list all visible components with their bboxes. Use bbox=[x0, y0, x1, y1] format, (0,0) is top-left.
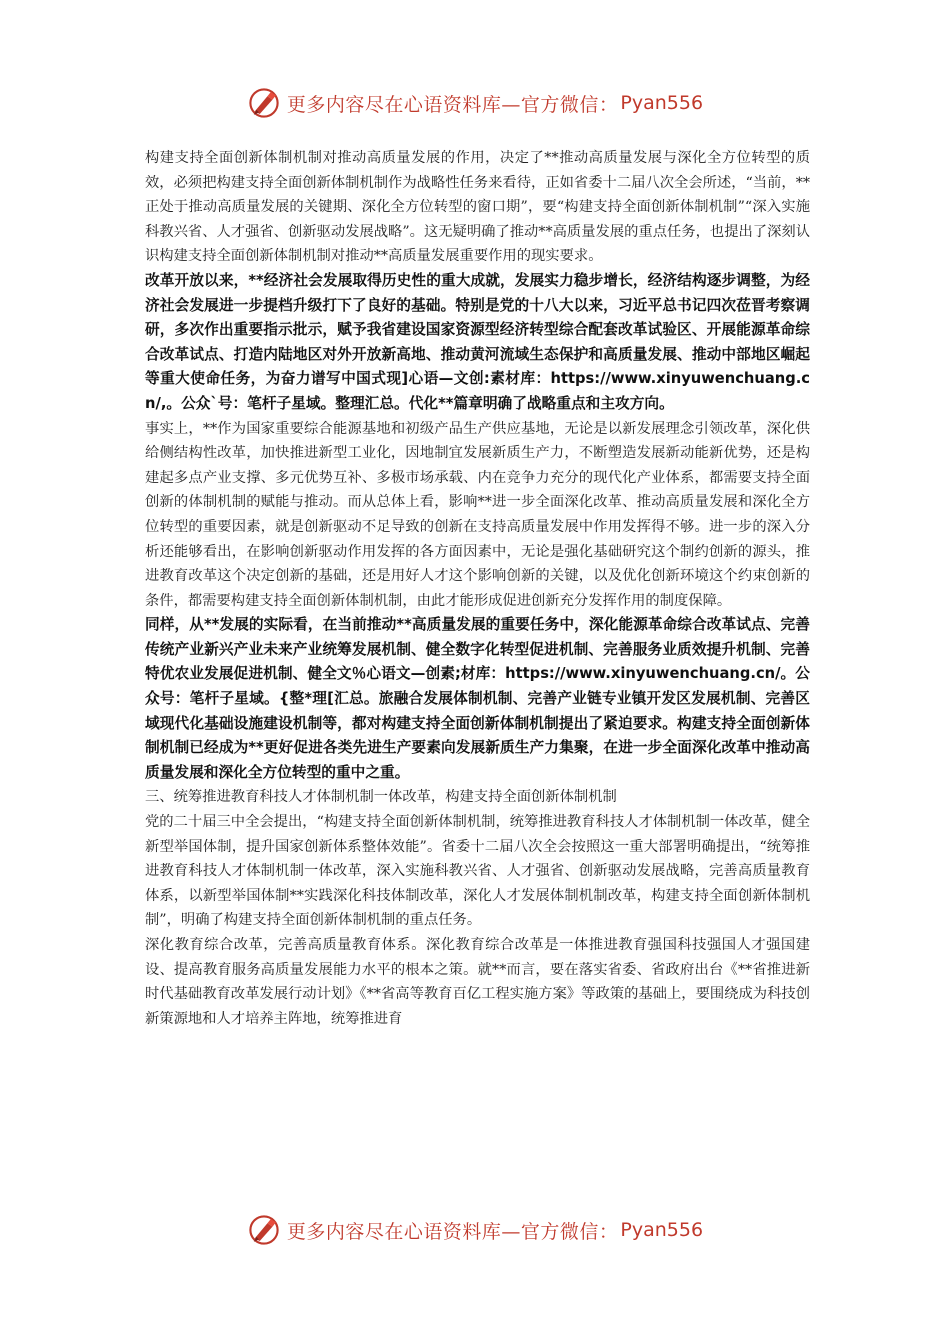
paragraph: 事实上，**作为国家重要综合能源基地和初级产品生产供应基地，无论是以新发展理念引领改革，深化供给侧结构性改革，加快推进新型工业化，因地制宜发展新质生产力，不断塑造发展新动能新优势，还是构建起多点产业支撑、多元优势互补、多极市场承载、内在竞争力充分的现代化产业体系，都需要支持全面创新的体制机制的赋能与推动。而从总体上看，影响**进一步全面深化改革、推动高质量发展和深化全方位转型的重要因素，就是创新驱动不足导致的创新在支持高质量发展中作用发挥得不够。进一步的深入分析还能够看出，在影响创新驱动作用发挥的各方面因素中，无论是强化基础研究这个制约创新的源头，推进教育改革这个决定创新的基础，还是用好人才这个影响创新的关键，以及优化创新环境这个约束创新的条件，都需要构建支持全面创新体制机制，由此才能形成促进创新充分发挥作用的制度保障。 bbox=[145, 420, 810, 609]
pen-logo-icon bbox=[247, 1213, 281, 1247]
footer-watermark-banner bbox=[0, 1210, 950, 1250]
banner-wechat-id: Pyan556 bbox=[620, 92, 704, 114]
header-watermark-banner bbox=[0, 83, 950, 123]
banner-text: 更多内容尽在心语资料库—官方微信： bbox=[286, 93, 619, 116]
document-body bbox=[145, 146, 810, 1031]
banner-wechat-id: Pyan556 bbox=[620, 1219, 704, 1241]
section-heading: 三、统筹推进教育科技人才体制机制一体改革，构建支持全面创新体制机制 bbox=[145, 789, 617, 806]
paragraph: 深化教育综合改革，完善高质量教育体系。深化教育综合改革是一体推进教育强国科技强国人才强国建设、提高教育服务高质量发展能力水平的根本之策。就**而言，要在落实省委、省政府出台《**省推进新时代基础教育改革发展行动计划》《**省高等教育百亿工程实施方案》等政策的基础上，要围绕成为科技创新策源地和人才培养主阵地，统筹推进育 bbox=[145, 937, 810, 1027]
paragraph: 构建支持全面创新体制机制对推动高质量发展的作用，决定了**推动高质量发展与深化全方位转型的质效，必须把构建支持全面创新体制机制作为战略性任务来看待，正如省委十二届八次全会所述，“当前，**正处于推动高质量发展的关键期、深化全方位转型的窗口期”，要“构建支持全面创新体制机制”“深入实施科教兴省、人才强省、创新驱动发展战略”。这无疑明确了推动**高质量发展的重点任务，也提出了深刻认识构建支持全面创新体制机制对推动**高质量发展重要作用的现实要求。 bbox=[145, 150, 810, 265]
paragraph-bold: 改革开放以来，**经济社会发展取得历史性的重大成就，发展实力稳步增长，经济结构逐步调整，为经济社会发展进一步提档升级打下了良好的基础。特别是党的十八大以来，习近平总书记四次莅晋考察调研，多次作出重要指示批示，赋予我省建设国家资源型经济转型综合配套改革试验区、开展能源革命综合改革试点、打造内陆地区对外开放新高地、推动黄河流域生态保护和高质量发展、推动中部地区崛起等重大使命任务，为奋力谱写中国式现]心语—文创:素材库：https://www.xinyuwenchuang.cn/,。公众`号：笔杆子星域。整理汇总。代化**篇章明确了战略重点和主攻方向。 bbox=[145, 271, 810, 412]
paragraph: 党的二十届三中全会提出，“构建支持全面创新体制机制，统筹推进教育科技人才体制机制一体改革，健全新型举国体制，提升国家创新体系整体效能”。省委十二届八次全会按照这一重大部署明确提出，“统筹推进教育科技人才体制机制一体改革，深入实施科教兴省、人才强省、创新驱动发展战略，完善高质量教育体系，以新型举国体制**实践深化科技体制改革，深化人才发展体制机制改革，构建支持全面创新体制机制”，明确了构建支持全面创新体制机制的重点任务。 bbox=[145, 814, 810, 929]
pen-logo-icon bbox=[247, 86, 281, 120]
paragraph-bold: 同样，从**发展的实际看，在当前推动**高质量发展的重要任务中，深化能源革命综合改革试点、完善传统产业新兴产业未来产业统筹发展机制、健全数字化转型促进机制、完善服务业质效提升机制、完善特优农业发展促进机制、健全文％心语文—创素;材库：https://www.xinyuwenchuang.cn/。公众号：笔杆子星域。{整*理[汇总。旅融合发展体制机制、完善产业链专业镇开发区发展机制、完善区域现代化基础设施建设机制等，都对构建支持全面创新体制机制提出了紧迫要求。构建支持全面创新体制机制已经成为**更好促进各类先进生产要素向发展新质生产力集聚，在进一步全面深化改革中推动高质量发展和深化全方位转型的重中之重。 bbox=[145, 616, 810, 781]
banner-text: 更多内容尽在心语资料库—官方微信： bbox=[286, 1220, 619, 1243]
